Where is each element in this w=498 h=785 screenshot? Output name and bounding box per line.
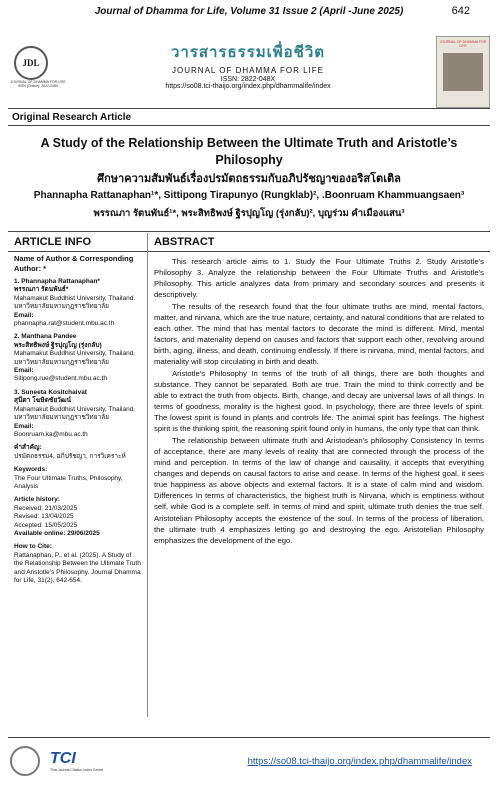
footer-logos (10, 744, 140, 774)
article-info-heading: ARTICLE INFO (14, 236, 91, 248)
thai-keywords: ปรมัตถธรรม4, อภิปรัชญา, การวิเคราะห์ (14, 452, 126, 460)
abstract-paragraph: Aristotle's Philosophy In terms of the truth of all things, there are both thoughts and substance. They cannot be separated. Both are true. Train the mind to think correctly and be able to extract the truth from objects. Birth, change, and decay are universal laws of all things. In terms of goodness, morality is the highest good. In psychology, there are three levels of spirit. The lowest spirit is found in plants and controls life. The animal spirit has feelings. The highest spirit is the thinking spirit, the reasoning spirit found only in humans, the only type that can think. (154, 368, 484, 434)
author-name: 3. Suneeta Kositchaivat (14, 388, 87, 396)
author-email-label: Email: (14, 311, 34, 319)
author-email[interactable]: Boonruam.ka@mbu.ac.th (14, 430, 88, 438)
jdl-logo (14, 46, 48, 80)
tci-caption: Thai-Journal Citation Index Centre (50, 768, 104, 772)
cover-title: JOURNAL OF DHAMMA FOR LIFE (439, 40, 487, 48)
thai-keywords-label: คำสำคัญ: (14, 444, 42, 452)
history-label: Article history: (14, 496, 60, 504)
author-info-subheading: Name of Author & Corresponding Author: * (14, 254, 134, 273)
page-number: 642 (451, 5, 470, 17)
header-rule (8, 108, 490, 109)
keywords-label: Keywords: (14, 466, 48, 474)
author-name: 1. Phannapha Rattanaphan* (14, 278, 100, 285)
abstract-heading: ABSTRACT (154, 236, 215, 248)
article-info-panel (14, 254, 142, 590)
cite-text: Rattanaphan, P., et al. (2025). A Study of the Relationship Between the Ultimate Truth and Aristotle’s Philosophy. Journal Dhamma for Life, 31(2), 642-654. (14, 551, 141, 584)
column-divider (147, 233, 148, 717)
author-thai-affiliation: มหาวิทยาลัยมหามกุฏราชวิทยาลัย (14, 414, 109, 422)
accepted-date: Accepted: 15/05/2025 (14, 521, 78, 529)
abstract-paragraph: The results of the research found that the four ultimate truths are mind, mental factors, matter, and nirvana, which are the true nature, certainty, and natural conditions that are related to each other. The mind that has mental factors to decorate the mind is different. Mind, mental factors, and materiality depend on causes and factors that support each other, revolving around birth, aging, illness, and death, continuing endlessly. If there is nirvana, mind, mental factors, and materiality will stop circulating in birth and death. (154, 301, 484, 367)
author-block (14, 333, 142, 383)
cite-label: How to Cite: (14, 543, 52, 551)
author-thai-affiliation: มหาวิทยาลัยมหามกุฏราชวิทยาลัย (14, 303, 109, 311)
paper-title: A Study of the Relationship Between the Ultimate Truth and Aristotle’s Philosophy (40, 136, 458, 167)
author-thai-name: พรรณภา รัตนพันธ์* (14, 286, 69, 294)
author-affiliation: Mahamakut Buddhist University, Thailand. (14, 294, 136, 302)
abstract-body (154, 256, 484, 546)
article-type-rule (8, 125, 490, 126)
journal-url[interactable]: https://so08.tci-thaijo.org/index.php/dhammalife/index (165, 83, 331, 90)
paper-thai-title: ศึกษาความสัมพันธ์เรื่องปรมัตถธรรมกับอภิปรัชญาของอริสโตเติล (97, 173, 401, 185)
cover-image (443, 53, 483, 91)
journal-cover-thumbnail (436, 36, 490, 108)
author-thai-name: สุนีตา โฆษิตชัยวัฒน์ (14, 397, 72, 405)
author-email-label: Email: (14, 422, 34, 430)
keywords: The Four Ultimate Truths, Philosophy, Analysis (14, 474, 123, 490)
author-blocks (14, 278, 142, 439)
logo-caption: JOURNAL OF DHAMMA FOR LIFE ISSN (Online): 2822-048X (10, 80, 66, 88)
author-email-label: Email: (14, 367, 34, 375)
citation-block (14, 543, 142, 585)
journal-masthead (8, 30, 490, 108)
article-history-block (14, 496, 142, 538)
abstract-paragraph: The relationship between ultimate truth and Aristodean's philosophy Consistency In terms of acceptance, there are many levels of reality that are connected through the process of the mind and perception. In terms of the law of change and causality, it accepts that everything changes and depends on causal factors to arise and cease. In terms of the highest goal, it sees true happiness as above objects and external factors. It is a state of calm mind and wisdom. Differences In terms of characteristics, the highest truth is Nirvana, which is emptiness without self, while God is a complete self. In terms of mind and spirit, ultimate truth denies the true self. Aristotelian Philosophy accepts the existence of the soul. In terms of the process of liberation, the ultimate truth 4 emphasizes letting go and destroying the ego. Aristotelian Philosophy emphasizes the development of the ego. (154, 435, 484, 545)
author-thai-name: พระสิทธิพงษ์ ฐิรปุญโญ (รุ่งกลับ) (14, 341, 102, 349)
author-thai-affiliation: มหาวิทยาลัยมหามกุฏราชวิทยาลัย (14, 358, 109, 366)
masthead-center (128, 40, 368, 90)
tci-logo: TCI (50, 750, 76, 767)
section-heading-rule (8, 251, 490, 252)
author-block (14, 278, 142, 328)
author-email[interactable]: Sitipong.rue@student.mbu.ac.th (14, 375, 107, 383)
author-affiliation: Mahamakut Buddhist University, Thailand. (14, 405, 136, 413)
footer-journal-link[interactable]: https://so08.tci-thaijo.org/index.php/dhammalife/index (247, 756, 472, 767)
footer-rule (8, 737, 490, 738)
author-name: 2. Manthana Pandee (14, 333, 77, 341)
thai-keywords-block (14, 444, 142, 461)
section-rule (8, 231, 490, 232)
journal-english-name: JOURNAL OF DHAMMA FOR LIFE (172, 66, 324, 75)
received-date: Received: 21/03/2025 (14, 504, 78, 512)
author-affiliation: Mahamakut Buddhist University, Thailand. (14, 350, 136, 358)
author-block (14, 389, 142, 439)
abstract-paragraph: This research article aims to 1. Study the Four Ultimate Truths 2. Study Aristotle's Philosophy 3. Analyze the relationship between the Four Ultimate Truths and Aristotle's Philosophy. This article analyzes data from primary and secondary sources and presents it descriptively. (154, 257, 484, 300)
available-date: Available online: 29/06/2025 (14, 529, 100, 537)
article-type: Original Research Article (12, 112, 132, 123)
author-email[interactable]: phannapha.rat@student.mbu.ac.th (14, 320, 115, 328)
journal-running-header: Journal of Dhamma for Life, Volume 31 Issue 2 (April -June 2025) (94, 6, 404, 17)
author-list: Phannapha Rattanaphan¹*, Sittipong Tirapunyo (Rungklab)², .Boonruam Khammuangsaen³ (33, 190, 465, 201)
journal-thai-name: วารสารธรรมเพื่อชีวิต (170, 44, 326, 61)
journal-issn: ISSN: 2822-048X (220, 76, 276, 83)
logo-text: JDL (22, 58, 40, 68)
university-seal-icon (10, 746, 40, 776)
author-list-thai: พรรณภา รัตนพันธ์¹*, พระสิทธิพงษ์ ฐิรปุญโญ (รุ่งกลับ)², บุญร่วม คำเมืองแสน³ (93, 208, 405, 219)
keywords-block (14, 466, 142, 491)
revised-date: Revised: 13/04/2025 (14, 513, 74, 521)
